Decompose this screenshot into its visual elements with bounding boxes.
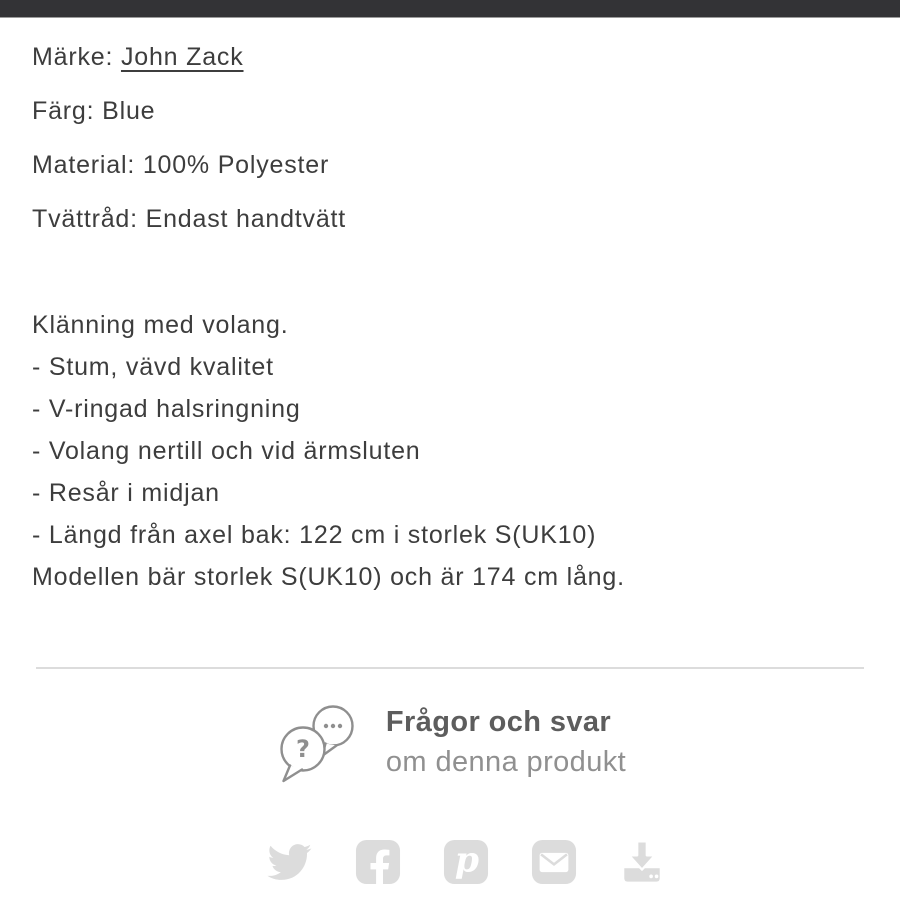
email-share-button[interactable]: [531, 839, 577, 885]
product-description: [32, 304, 868, 598]
email-icon: [531, 839, 577, 885]
content-area: [0, 18, 900, 885]
qa-title: Frågor och svar: [385, 705, 612, 738]
description-bullet: - Volang nertill och vid ärmsluten: [32, 437, 421, 465]
brand-line: [32, 44, 868, 71]
qa-speech-bubbles-icon: [274, 699, 362, 785]
material-value: 100% Polyester: [142, 151, 330, 179]
color-label: Färg:: [32, 97, 95, 125]
description-bullet: - V-ringad halsringning: [32, 395, 301, 423]
description-bullet: - Längd från axel bak: 122 cm i storlek S(UK10): [32, 521, 597, 549]
twitter-share-button[interactable]: [266, 840, 313, 884]
twitter-icon: [266, 840, 313, 884]
care-label: Tvättråd:: [32, 205, 138, 233]
share-row: [47, 839, 883, 885]
qa-dots: [324, 724, 342, 728]
top-bar: [0, 0, 900, 18]
material-line: [32, 152, 868, 179]
description-bullet: - Resår i midjan: [32, 479, 220, 507]
description-intro: Klänning med volang.: [32, 311, 289, 339]
facebook-share-button[interactable]: [355, 839, 401, 885]
facebook-icon: [355, 839, 401, 885]
download-share-button[interactable]: [619, 839, 665, 885]
qa-section-link[interactable]: [32, 699, 868, 785]
color-value: Blue: [102, 97, 156, 125]
brand-link[interactable]: John Zack: [120, 43, 244, 71]
qa-question-mark: ?: [295, 735, 310, 763]
pinterest-p-glyph: p: [454, 840, 479, 881]
pinterest-share-button[interactable]: [443, 839, 489, 885]
color-line: [32, 98, 868, 125]
product-details: [32, 18, 868, 233]
section-divider: [36, 667, 864, 669]
pinterest-icon: [443, 839, 489, 885]
material-label: Material:: [32, 151, 136, 179]
care-value: Endast handtvätt: [145, 205, 347, 233]
brand-label: Märke:: [32, 43, 114, 71]
download-icon: [619, 839, 665, 885]
qa-text: [386, 706, 626, 779]
care-line: [32, 206, 868, 233]
qa-subtitle: om denna produkt: [385, 745, 627, 778]
description-bullet: - Stum, vävd kvalitet: [32, 353, 274, 381]
model-note: Modellen bär storlek S(UK10) och är 174 cm lång.: [32, 563, 625, 591]
